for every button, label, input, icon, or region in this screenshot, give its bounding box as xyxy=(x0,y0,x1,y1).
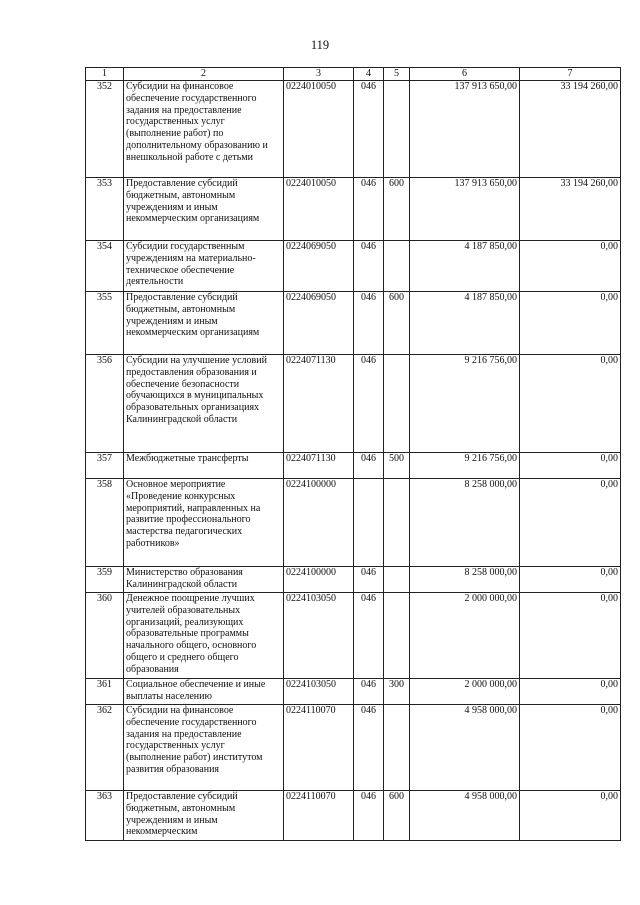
row-number: 355 xyxy=(86,292,124,355)
table-row xyxy=(86,479,621,567)
row-name: Основное мероприятие «Проведение конкурсных мероприятий, направленных на развитие профессионального мастерства педагогических работников» xyxy=(124,479,284,567)
row-sum-1: 2 000 000,00 xyxy=(410,593,520,679)
row-ved: 046 xyxy=(354,178,384,241)
row-name: Предоставление субсидий бюджетным, автономным учреждениям и иным некоммерческим организациям xyxy=(124,178,284,241)
col-header-1: 1 xyxy=(86,68,124,81)
page-number: 119 xyxy=(310,38,330,52)
row-vr: 600 xyxy=(384,791,410,841)
row-code: 0224110070 xyxy=(284,791,354,841)
row-vr xyxy=(384,705,410,791)
row-sum-2: 0,00 xyxy=(520,705,621,791)
row-code: 0224110070 xyxy=(284,705,354,791)
row-name: Субсидии государственным учреждениям на материально-техническое обеспечение деятельности xyxy=(124,241,284,292)
row-number: 356 xyxy=(86,355,124,453)
table-row xyxy=(86,593,621,679)
row-vr: 600 xyxy=(384,292,410,355)
row-ved: 046 xyxy=(354,453,384,479)
table-row xyxy=(86,292,621,355)
row-sum-1: 4 187 850,00 xyxy=(410,241,520,292)
row-sum-1: 4 958 000,00 xyxy=(410,791,520,841)
row-ved: 046 xyxy=(354,567,384,593)
row-number: 354 xyxy=(86,241,124,292)
row-sum-2: 0,00 xyxy=(520,241,621,292)
col-header-2: 2 xyxy=(124,68,284,81)
row-sum-1: 137 913 650,00 xyxy=(410,178,520,241)
row-vr xyxy=(384,479,410,567)
row-code: 0224071130 xyxy=(284,355,354,453)
col-header-7: 7 xyxy=(520,68,621,81)
row-sum-2: 0,00 xyxy=(520,453,621,479)
row-number: 360 xyxy=(86,593,124,679)
table-row xyxy=(86,567,621,593)
row-sum-2: 0,00 xyxy=(520,479,621,567)
row-code: 0224071130 xyxy=(284,453,354,479)
row-number: 353 xyxy=(86,178,124,241)
row-sum-2: 0,00 xyxy=(520,791,621,841)
table-row xyxy=(86,241,621,292)
row-sum-2: 33 194 260,00 xyxy=(520,178,621,241)
row-sum-1: 137 913 650,00 xyxy=(410,81,520,178)
table-row xyxy=(86,355,621,453)
row-ved: 046 xyxy=(354,355,384,453)
row-name: Министерство образования Калининградской области xyxy=(124,567,284,593)
row-sum-1: 4 958 000,00 xyxy=(410,705,520,791)
table-row xyxy=(86,178,621,241)
col-header-4: 4 xyxy=(354,68,384,81)
row-sum-1: 4 187 850,00 xyxy=(410,292,520,355)
row-name: Предоставление субсидий бюджетным, автономным учреждениям и иным некоммерческим организациям xyxy=(124,292,284,355)
table-row xyxy=(86,81,621,178)
table-row xyxy=(86,791,621,841)
header-row xyxy=(86,68,621,81)
budget-table xyxy=(85,67,621,841)
row-sum-1: 9 216 756,00 xyxy=(410,355,520,453)
row-code: 0224100000 xyxy=(284,567,354,593)
col-header-3: 3 xyxy=(284,68,354,81)
row-ved: 046 xyxy=(354,292,384,355)
row-number: 363 xyxy=(86,791,124,841)
row-ved: 046 xyxy=(354,593,384,679)
row-sum-1: 8 258 000,00 xyxy=(410,479,520,567)
row-vr: 300 xyxy=(384,679,410,705)
row-ved: 046 xyxy=(354,705,384,791)
row-ved: 046 xyxy=(354,791,384,841)
table-row xyxy=(86,453,621,479)
row-name: Субсидии на улучшение условий предоставления образования и обеспечение безопасности обучающихся в муниципальных образовательных организациях Калининградской области xyxy=(124,355,284,453)
row-sum-2: 0,00 xyxy=(520,593,621,679)
row-sum-2: 0,00 xyxy=(520,679,621,705)
row-ved: 046 xyxy=(354,679,384,705)
col-header-5: 5 xyxy=(384,68,410,81)
row-sum-1: 2 000 000,00 xyxy=(410,679,520,705)
row-code: 0224103050 xyxy=(284,593,354,679)
row-code: 0224069050 xyxy=(284,241,354,292)
row-name: Денежное поощрение лучших учителей образовательных организаций, реализующих образовательные программы начального общего, основного общего и среднего общего образования xyxy=(124,593,284,679)
row-ved xyxy=(354,479,384,567)
table-row xyxy=(86,679,621,705)
row-code: 0224100000 xyxy=(284,479,354,567)
row-number: 352 xyxy=(86,81,124,178)
row-number: 361 xyxy=(86,679,124,705)
row-number: 357 xyxy=(86,453,124,479)
row-name: Социальное обеспечение и иные выплаты населению xyxy=(124,679,284,705)
col-header-6: 6 xyxy=(410,68,520,81)
row-name: Субсидии на финансовое обеспечение государственного задания на предоставление государственных услуг (выполнение работ) институтом развития образования xyxy=(124,705,284,791)
row-ved: 046 xyxy=(354,241,384,292)
row-name: Предоставление субсидий бюджетным, автономным учреждениям и иным некоммерческим xyxy=(124,791,284,841)
row-ved: 046 xyxy=(354,81,384,178)
row-number: 358 xyxy=(86,479,124,567)
row-sum-2: 33 194 260,00 xyxy=(520,81,621,178)
row-name: Межбюджетные трансферты xyxy=(124,453,284,479)
row-vr xyxy=(384,81,410,178)
row-vr xyxy=(384,241,410,292)
row-sum-1: 9 216 756,00 xyxy=(410,453,520,479)
row-vr xyxy=(384,593,410,679)
row-code: 0224010050 xyxy=(284,178,354,241)
row-sum-2: 0,00 xyxy=(520,292,621,355)
row-vr xyxy=(384,567,410,593)
row-code: 0224069050 xyxy=(284,292,354,355)
row-sum-2: 0,00 xyxy=(520,355,621,453)
row-sum-1: 8 258 000,00 xyxy=(410,567,520,593)
row-sum-2: 0,00 xyxy=(520,567,621,593)
row-vr: 500 xyxy=(384,453,410,479)
row-vr: 600 xyxy=(384,178,410,241)
table-row xyxy=(86,705,621,791)
row-name: Субсидии на финансовое обеспечение государственного задания на предоставление государственных услуг (выполнение работ) по дополнительному образованию и внешкольной работе с детьми xyxy=(124,81,284,178)
row-number: 362 xyxy=(86,705,124,791)
row-code: 0224103050 xyxy=(284,679,354,705)
row-vr xyxy=(384,355,410,453)
row-code: 0224010050 xyxy=(284,81,354,178)
row-number: 359 xyxy=(86,567,124,593)
